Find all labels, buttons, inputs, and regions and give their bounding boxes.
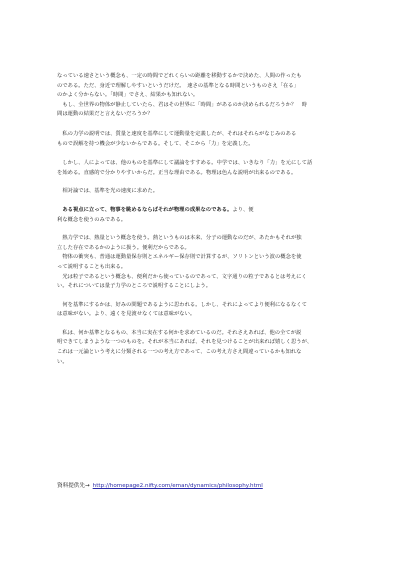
text-line — [57, 206, 357, 216]
source-credit — [57, 482, 263, 490]
text-line: って説明することも出来る。 — [57, 263, 127, 270]
text-line: もし、全世界の物体が静止していたら、君はその世界に「時間」があるのか決められるだろうか？ 時 — [57, 101, 307, 108]
paragraph-choice-of-basis — [57, 301, 357, 320]
paragraph-force-basis — [57, 159, 357, 178]
text-line: 利な概念を使うのみである。 — [57, 216, 127, 223]
text-line: 物体の衝突も、普通は運動量保存則とエネルギー保存則で計算するが、ソリトンという波の概念を使 — [57, 254, 302, 261]
text-line: 立した存在であるかのように扱う。便利だからである。 — [57, 244, 190, 251]
text-fragment: より、便 — [232, 206, 254, 213]
text-line: 私は、何か基準となるもの、本当に実在する何かを求めているのだ。それさえあれば、他の全てが説 — [57, 329, 302, 336]
text-line: い。それについては量子力学のところで説明することにしよう。 — [57, 283, 212, 290]
text-line: これは一元論という考えに分類される一つの考え方であって、この考え方さえ間違っているかも知れな — [57, 349, 302, 356]
paragraph-viewpoint — [57, 206, 357, 225]
paragraph-speed-and-time — [57, 72, 357, 120]
text-line: 相対論では、基準を光の速度に求めた。 — [57, 188, 159, 195]
text-line: 熱力学では、熱量という概念を使う。熱というものは本来、分子の運動なのだが、あたかもそれが独 — [57, 235, 302, 242]
text-line: のかよく分からない。「時間」でさえ、結果かも知れない。 — [57, 92, 199, 99]
text-line: い。 — [57, 358, 68, 365]
paragraph-relativity — [57, 187, 357, 197]
text-line: 私の力学の説明では、質量と速度を基準にして運動量を定義したが、それはそれらがなじみのある — [57, 130, 297, 137]
text-line: のである。ただ、身近で理解しやすいというだけだ。 速さの基準となる時間というものさえ「在る」 — [57, 82, 299, 89]
text-line: 間は運動の結果だと言えないだろうか？ — [57, 111, 153, 118]
text-line: もので誤解を持つ機会が少ないからである。そして、そこから「力」を定義した。 — [57, 140, 254, 147]
text-line: しかし、人によっては、他のものを基準にして議論をすすめる。中学では、いきなり「力」を元にして話 — [57, 160, 313, 167]
text-line: なっている速さという概念も、一定の時間でどれくらいの距離を移動するかで決めた、人間の作ったも — [57, 73, 302, 79]
source-link[interactable]: http://homepage2.nifty.com/eman/dynamics/philosophy.html — [92, 483, 263, 489]
paragraph-thermodynamics — [57, 234, 357, 292]
emphasis-text: ある視点に立って、物事を眺めるならばそれが物理の成果なのである。 — [57, 206, 233, 213]
text-line: 光は粒子であるという概念も、便利だから使っているのであって、文字通りの粒子であるとは考えにく — [57, 273, 307, 280]
text-line: は意味がない。より、遠くを見渡せなくては意味がない。 — [57, 311, 196, 318]
text-line: 明できてしまうような一つのものを。それが本当にあれば、それを見つけることが出来れば嬉しく思うが、 — [57, 339, 313, 346]
document-body — [57, 72, 357, 367]
text-line: を始める。直感的で分かりやすいからだ。正当な理由である。物理は色んな説明が出来るのである。 — [57, 169, 297, 176]
paragraph-monism — [57, 329, 357, 367]
source-label: 資料提供先→ — [57, 483, 90, 489]
paragraph-mechanics-definition — [57, 130, 357, 149]
text-line: 何を基準にするかは、好みの問題であるように思われる。しかし、それによってより便利になるなくて — [57, 301, 307, 308]
